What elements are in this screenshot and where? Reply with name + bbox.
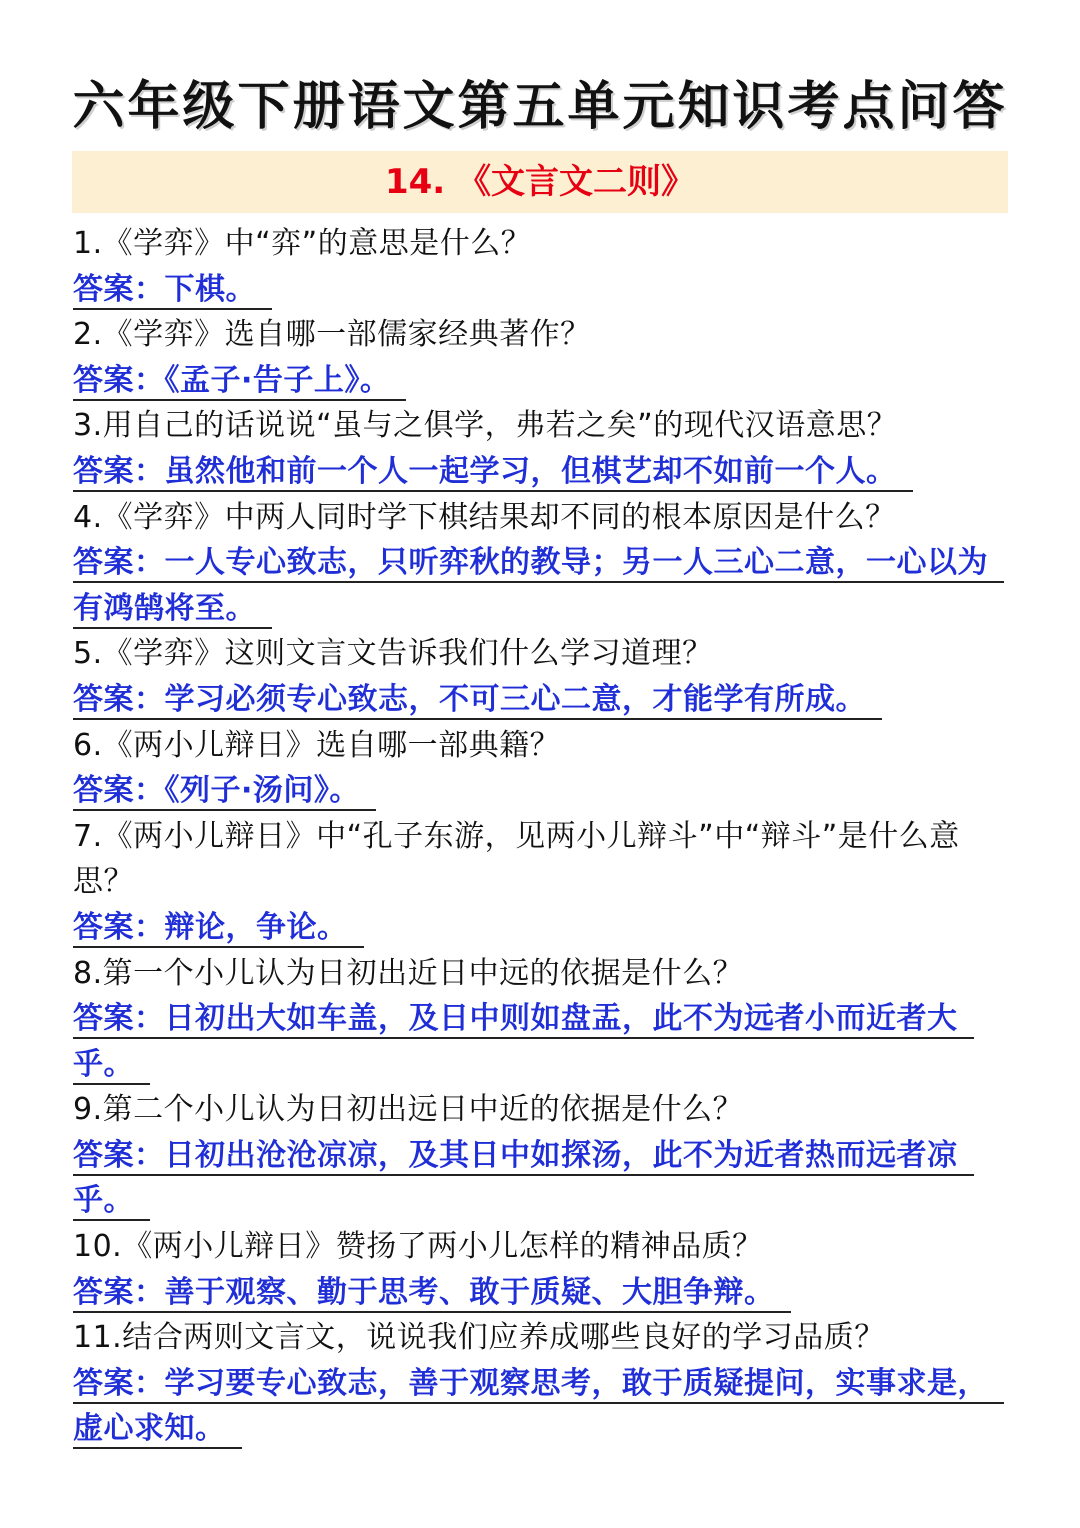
answer-block	[73, 358, 1009, 404]
answer-text: 答案：日初出沧沧凉凉，及其日中如探汤，此不为近者热而远者凉乎。	[73, 1138, 974, 1222]
answer-text: 答案：下棋。	[73, 272, 272, 310]
question-text: 6.《两小儿辩日》选自哪一部典籍？	[73, 727, 561, 763]
answer-block	[73, 768, 1009, 814]
answer-block	[73, 540, 1009, 631]
question-text: 5.《学弈》这则文言文告诉我们什么学习道理？	[73, 636, 713, 672]
qa-item	[73, 1224, 1009, 1315]
answer-block	[73, 449, 1009, 495]
qa-list	[73, 221, 1009, 1452]
answer-text: 答案：《列子·汤问》。	[73, 773, 376, 811]
answer-block	[73, 1270, 1009, 1316]
answer-text: 答案：虽然他和前一个人一起学习，但棋艺却不如前一个人。	[73, 454, 913, 492]
qa-item	[73, 403, 1009, 494]
question-text: 4.《学弈》中两人同时学下棋结果却不同的根本原因是什么？	[73, 499, 896, 535]
answer-text: 答案：学习必须专心致志，不可三心二意，才能学有所成。	[73, 682, 882, 720]
qa-item	[73, 312, 1009, 403]
answer-block	[73, 996, 1009, 1087]
qa-item	[73, 495, 1009, 632]
answer-block	[73, 1133, 1009, 1224]
page-title: 六年级下册语文第五单元知识考点问答	[72, 77, 1008, 137]
answer-block	[73, 905, 1009, 951]
question-text: 3.用自己的话说说“虽与之俱学，弗若之矣”的现代汉语意思？	[73, 408, 898, 444]
section-banner	[72, 151, 1008, 213]
answer-block	[73, 1361, 1009, 1452]
answer-text: 答案：善于观察、勤于思考、敢于质疑、大胆争辩。	[73, 1275, 791, 1313]
answer-text: 答案：学习要专心致志，善于观察思考，敢于质疑提问，实事求是，虚心求知。	[73, 1366, 1004, 1450]
qa-item	[73, 1087, 1009, 1224]
section-title: 14. 《文言文二则》	[384, 162, 696, 202]
question-text: 7.《两小儿辩日》中“孔子东游，见两小儿辩斗”中“辩斗”是什么意思？	[73, 818, 960, 900]
qa-item	[73, 1315, 1009, 1452]
question-text: 11.结合两则文言文，说说我们应养成哪些良好的学习品质？	[73, 1320, 885, 1356]
answer-block	[73, 677, 1009, 723]
qa-item	[73, 631, 1009, 722]
qa-item	[73, 723, 1009, 814]
answer-block	[73, 267, 1009, 313]
answer-text: 答案：辩论，争论。	[73, 910, 364, 948]
answer-text: 答案：一人专心致志，只听弈秋的教导；另一人三心二意，一心以为有鸿鹄将至。	[73, 545, 1004, 629]
qa-item	[73, 221, 1009, 312]
question-text: 8.第一个小儿认为日初出近日中远的依据是什么？	[73, 955, 744, 991]
question-text: 9.第二个小儿认为日初出远日中近的依据是什么？	[73, 1092, 744, 1128]
qa-item	[73, 814, 1009, 951]
answer-text: 答案：《孟子·告子上》。	[73, 363, 406, 401]
qa-item	[73, 951, 1009, 1088]
question-text: 1.《学弈》中“弈”的意思是什么？	[73, 226, 532, 261]
answer-text: 答案：日初出大如车盖，及日中则如盘盂，此不为远者小而近者大乎。	[73, 1001, 974, 1085]
question-text: 10.《两小儿辩日》赞扬了两小儿怎样的精神品质？	[73, 1229, 763, 1265]
question-text: 2.《学弈》选自哪一部儒家经典著作？	[73, 317, 591, 353]
